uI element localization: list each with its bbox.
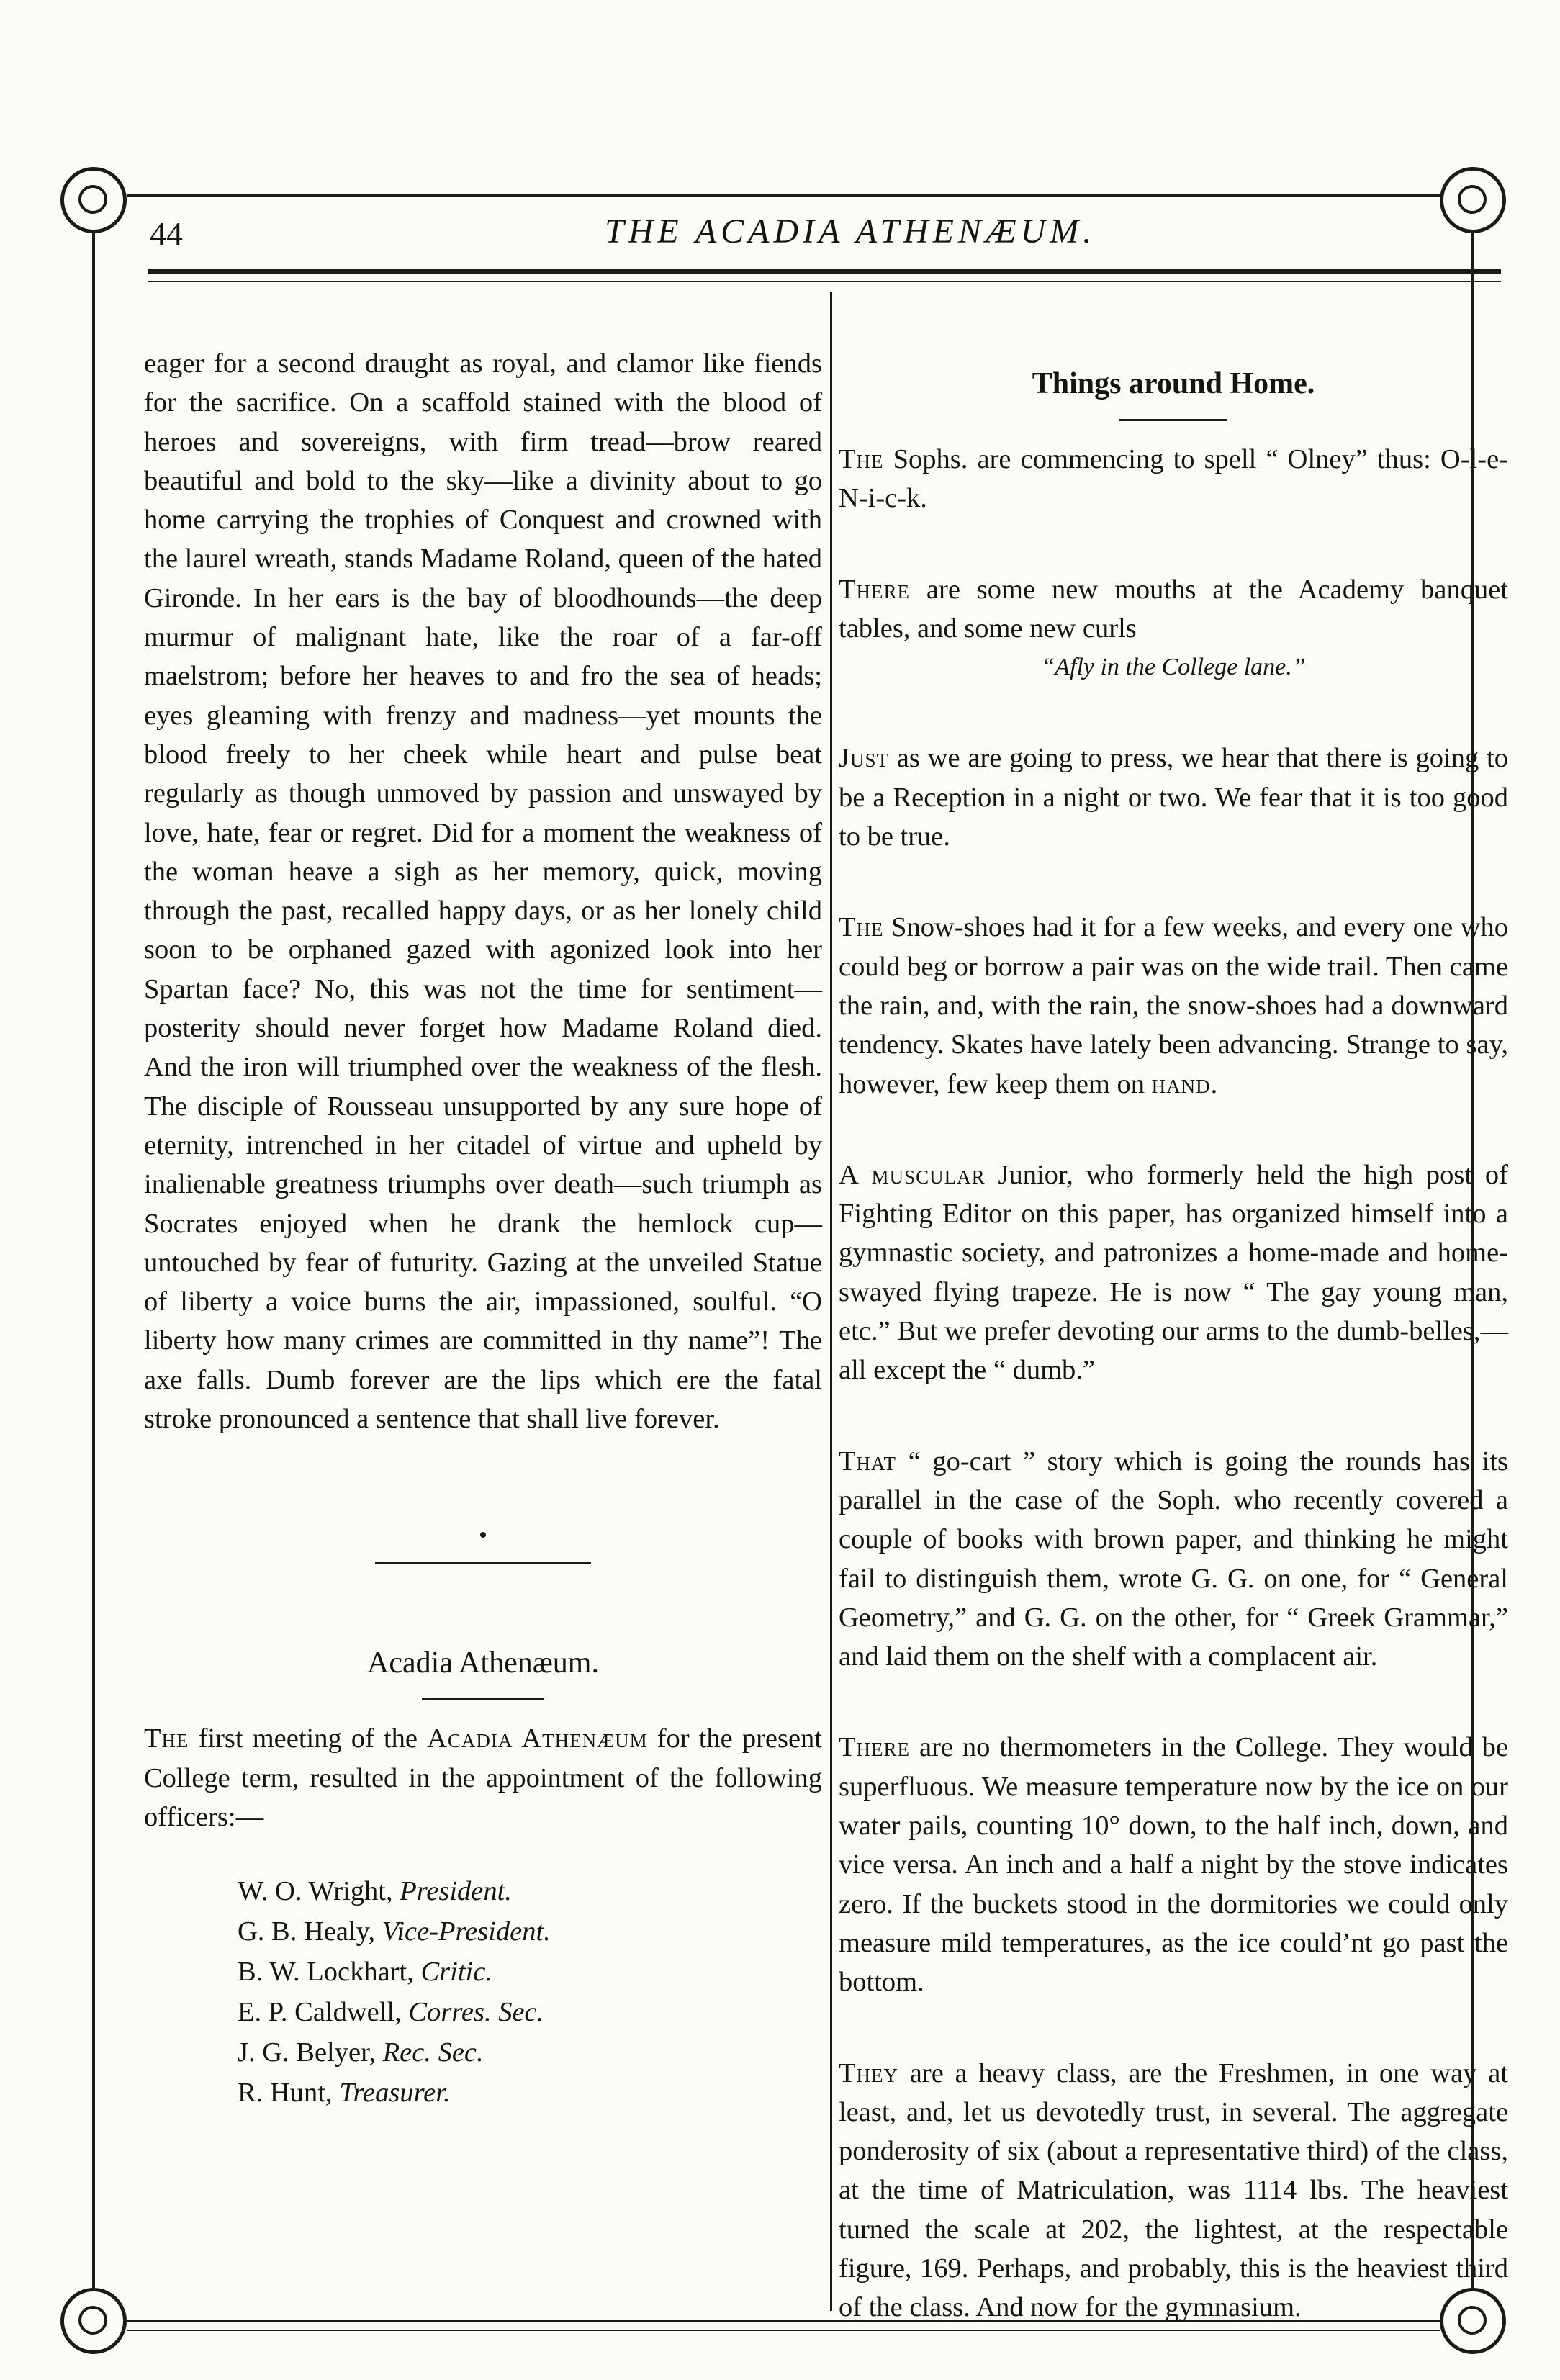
officers-list [238,1871,822,2113]
item-text: as we are going to press, we hear that there is going to be a Reception in a night or two. We fear that it is too good to be true. [839,743,1508,852]
officer-title: Corres. Sec. [408,1997,544,2028]
news-item [839,570,1508,688]
officer-name: G. B. Healy, [238,1916,382,1947]
section-heading-things-around-home: Things around Home. [1032,367,1315,400]
intro-lead: The [144,1723,189,1754]
item-text: “ go-cart ” story which is going the rounds has its parallel in the case of the Soph. who recently covered a couple of books with brown paper, and thinking he might fail to distinguish them, wrote G. G. on one, for “ General Geometry,” and G. G. on the other, for “ Greek Grammar,” and laid them on the shelf with a complacent air. [839,1446,1508,1672]
intro-society-name: Acadia Athenæum [427,1723,648,1754]
news-item [839,739,1508,856]
item-text: Snow-shoes had it for a few weeks, and every one who could beg or borrow a pair was on the wide trail. Then came the rain, and, with the rain, the snow-shoes had a downward tendency. Skates have lately been advancing. Strange to say, however, few keep them on [839,912,1508,1099]
separator-dot [480,1532,486,1538]
item-text: Sophs. are commencing to spell “ Olney” thus: O-l-e-N-i-c-k. [839,444,1508,514]
item-text: Junior, who formerly held the high post of Fighting Editor on this paper, has organized himself into a gymnastic society, and patronizes a home-made and home-swayed flying trapeze. He is now “ The gay young man, etc.” But we prefer devoting our arms to the dumb-belles,—all except the “ dumb.” [839,1159,1508,1386]
officer-name: B. W. Lockhart, [238,1957,421,1988]
intro-rest: for the present College term, resulted in the appointment of the following officers:— [144,1723,822,1832]
officer-entry [238,1992,822,2032]
officer-name: E. P. Caldwell, [238,1997,409,2028]
running-title: THE ACADIA ATHENÆUM. [605,212,1096,251]
header-rule-thick [148,269,1501,274]
page-number: 44 [150,215,183,252]
item-lead: There [839,1732,911,1763]
news-item [839,1155,1508,1390]
item-lead: They [839,2057,899,2088]
heading-underline [422,1698,544,1700]
officer-name: R. Hunt, [238,2078,340,2109]
officer-name: J. G. Belyer, [238,2037,383,2068]
officer-entry [238,2032,822,2073]
column-divider [830,292,832,2311]
article-continuation: eager for a second draught as royal, and clamor like fiends for the sacrifice. On a scaffold stained with the blood of heroes and sovereigns, with firm tread—brow reared beautiful and bold to the sky—like a divinity about to go home carrying the trophies of Conquest and crowned with the laurel wreath, stands Madame Roland, queen of the hated Gironde. In her ears is the bay of bloodhounds—the deep murmur of malignant hate, like the roar of a far-off maelstrom; before her heaves to and fro the sea of heads; eyes gleaming with frenzy and madness—yet mounts the blood freely to her cheek while heart and pulse beat regularly as though unmoved by passion and unswayed by love, hate, fear or regret. Did for a moment the weakness of the woman heave a sigh as her memory, quick, moving through the past, recalled happy days, or as her lonely child soon to be orphaned gazed with agonized look into her Spartan face? No, this was not the time for sentiment—posterity should never forget how Madame Roland died. And the iron will triumphed over the weakness of the flesh. The disciple of Rousseau unsupported by any sure hope of eternity, intrenched in her citadel of virtue and upheld by inalienable greatness triumphs over death—such triumph as Socrates enjoyed when he drank the hemlock cup—untouched by fear of futurity. Gazing at the unveiled Statue of liberty a voice burns the air, impassioned, soulful. “O liberty how many crimes are committed in thy name”! The axe falls. Dumb forever are the lips which ere the fatal stroke pronounced a sentence that shall live forever. [144,348,822,1435]
athenaeum-intro [144,1719,822,1836]
header-rule-thin [148,281,1501,282]
corner-ornament-bottom-left [60,2288,127,2354]
item-lead: There [839,574,911,605]
bottom-border-rule-inner [127,2330,1440,2331]
officer-title: Vice-President. [382,1916,551,1947]
news-item [839,440,1508,518]
top-border-rule [127,194,1440,197]
item-lead: A muscular [839,1159,986,1190]
heading-underline [1119,419,1227,421]
news-item [839,1442,1508,1677]
news-item [839,908,1508,1103]
intro-mid: first meeting of the [189,1723,428,1754]
item-lead: Just [839,743,889,774]
left-column [144,344,822,2113]
officer-title: Critic. [420,1957,492,1988]
right-column [839,364,1508,2327]
officer-entry [238,1871,822,1911]
officer-title: Rec. Sec. [382,2037,484,2068]
officer-title: Treasurer. [339,2078,451,2109]
item-text: are some new mouths at the Academy banquet tables, and some new curls [839,574,1508,644]
news-item [839,2054,1508,2327]
corner-ornament-top-left [60,167,127,233]
item-text: are no thermometers in the College. They would be superfluous. We measure temperature now by the ice on our water pails, counting 10° down, to the half inch, down, and vice versa. An inch and a half a night by the stove indicates zero. If the buckets stood in the dormitories we could only measure mild temperatures, as the ice could’nt go past the bottom. [839,1732,1508,1998]
left-border-rule [92,232,95,2288]
officer-entry [238,1911,822,1952]
item-tail: hand. [1151,1068,1219,1099]
officer-name: W. O. Wright, [238,1876,400,1907]
item-lead: That [839,1446,897,1477]
item-lead: The [839,444,884,474]
corner-ornament-top-right [1440,167,1506,233]
item-lead: The [839,912,884,943]
item-quote: “Afly in the College lane.” [1041,654,1306,681]
item-text: are a heavy class, are the Freshmen, in one way at least, and, let us devotedly trust, in several. The aggregate ponderosity of six (about a representative third) of the class, at the time of Matriculation, was 1114 lbs. The heaviest turned the scale at 202, the lightest, at the respectable figure, 169. Perhaps, and probably, this is the heaviest third of the class. And now for the gymnasium. [839,2057,1508,2323]
officer-title: President. [400,1876,512,1907]
section-heading-athenaeum: Acadia Athenæum. [367,1646,599,1680]
officer-entry [238,1952,822,1992]
officer-entry [238,2073,822,2113]
news-item [839,1728,1508,2001]
